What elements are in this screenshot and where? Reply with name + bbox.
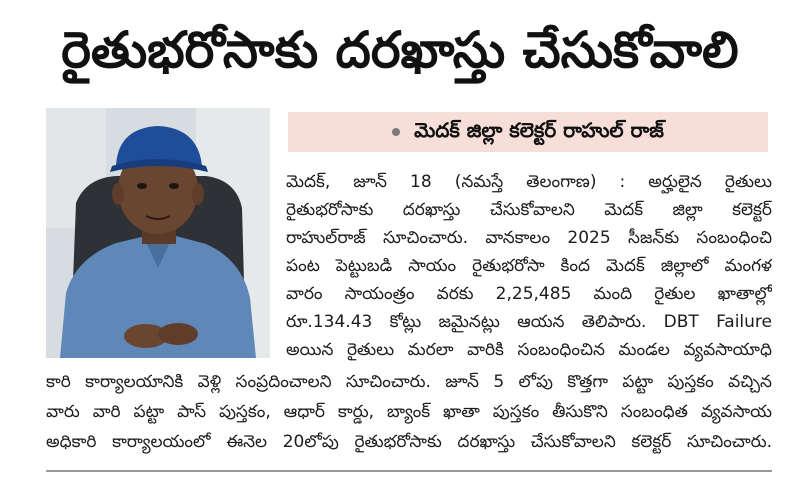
kicker-text: మెదక్ జిల్లా కలెక్టర్ రాహుల్ రాజ్ — [414, 117, 664, 142]
body-line: వారు వారి పట్టా పాస్ పుస్తకం, ఆధార్ కార్డు, బ్యాంక్ ఖాతా పుస్తకం తీసుకొని సంబంధిత వ్యవసాయ — [46, 402, 772, 422]
body-line: కారి కార్యాలయానికి వెళ్లి సంప్రదించాలని సూచించారు. జూన్ 5 లోపు కొత్తగా పట్టా పుస్తకం వచ్చిన — [46, 372, 772, 392]
body-line: మెదక్, జూన్ 18 (నమస్తే తెలంగాణ) : అర్హులైన రైతులు — [286, 172, 772, 192]
collector-photo-image — [46, 108, 270, 358]
body-line: వారం సాయంత్రం వరకు 2,25,485 మంది రైతుల ఖాతాల్లో — [286, 284, 772, 304]
body-line: అధికారి కార్యాలయంలో ఈనెల 20లోపు రైతుభరోసాకు దరఖాస్తు చేసుకోవాలని కలెక్టర్ సూచించారు. — [46, 432, 772, 452]
body-line: పంట పెట్టుబడి సాయం రైతుభరోసా కింద మెదక్ జిల్లాలో మంగళ — [286, 256, 772, 276]
headline: రైతుభరోసాకు దరఖాస్తు చేసుకోవాలి — [61, 21, 739, 79]
body-line: రైతుభరోసాకు దరఖాస్తు చేసుకోవాలని మెదక్ జిల్లా కలెక్టర్ — [286, 200, 772, 220]
bottom-divider — [46, 470, 772, 472]
body-line: రూ.134.43 కోట్లు జమైనట్లు ఆయన తెలిపారు. DBT Failure — [286, 312, 772, 332]
bullet-icon — [392, 128, 400, 136]
body-line: అయిన రైతులు మరలా వారికి సంబంధించిన మండల వ్యవసాయాధి — [286, 340, 772, 360]
kicker-banner — [288, 112, 768, 152]
body-line: రాహుల్‌రాజ్ సూచించారు. వానకాలం 2025 సీజన్‌కు సంబంధించి — [286, 228, 772, 248]
collector-photo — [46, 108, 270, 358]
